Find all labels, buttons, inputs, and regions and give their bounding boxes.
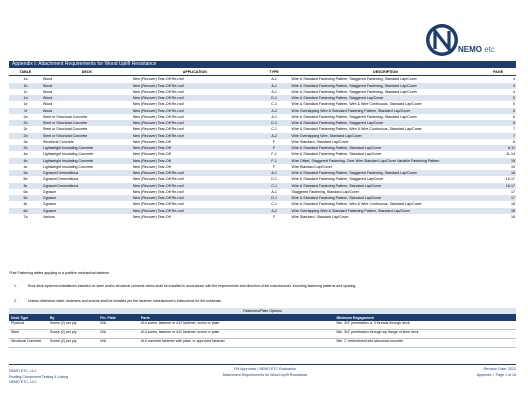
cell-type: C-1 [271, 127, 278, 132]
cell-application: New (Recover) Tear-Off Re-roof [132, 170, 258, 176]
cell-type: C-1 [258, 183, 291, 189]
cell-deck: Structural Concrete [42, 139, 74, 144]
cell-page: 16 [480, 170, 516, 176]
cell-description: Wire & Standard Fastening Pattern, Staggered Fastening, Standard Lap/Cover [291, 77, 417, 82]
cell-table: 1d [9, 95, 42, 101]
cell-table: 3b [9, 145, 42, 151]
table-header-row [9, 69, 516, 76]
footer-left-line: Roofing Component Testing & Listing [9, 374, 69, 379]
cell-type: A-1 [271, 77, 277, 82]
cell-application: New (Recover) Tear-Off Re-roof [132, 114, 184, 119]
fastener-row [9, 330, 516, 339]
cell-description: Wire & Standard Fastening Pattern, Standard Lap/Cover [291, 152, 382, 157]
cell-application: New (Recover) Tear-Off Re-roof [132, 189, 184, 194]
fastener-row [9, 339, 516, 348]
fastener-header-row [9, 314, 516, 321]
note-1 [14, 284, 514, 289]
cell-type: C-1 [271, 102, 278, 107]
note-2 [14, 299, 514, 304]
cell-deck: Steel or Structural Concrete [42, 114, 88, 119]
col-header-page: PAGE [480, 69, 516, 76]
cell-application: New (Recover) Tear-Off Re-roof [132, 183, 258, 189]
footer-center-line: Attachment Requirements for Wood Uplift Resistance [222, 372, 308, 377]
cell-page: 5 [480, 95, 516, 101]
cell-table: 5b [23, 177, 28, 182]
company-logo [420, 22, 520, 62]
cell-deck: Gypsum/Cementitious [42, 170, 132, 176]
cell-deck: Wood [42, 77, 53, 82]
cell-application: New (Recover) Tear-Off Re-roof [132, 95, 258, 101]
cell-table: 1a [23, 77, 28, 82]
cell-page: 17 [480, 195, 516, 201]
fast-col-by: By [48, 314, 98, 321]
fast-cell-parts: #14 concrete fastener with plate, or approved fastener [139, 339, 335, 348]
cell-description: Wire & Standard Fastening Pattern, Standard Lap/Cover [291, 183, 481, 189]
cell-table: 6c [23, 202, 28, 207]
note-text: Roof deck systems installations installed on steel and/or structural concrete decks shall be installed in accordance with the requirements and direction of the manufacturer, including fastening patterns and spacing. [28, 284, 357, 288]
cell-page: 4 [513, 89, 515, 94]
cell-deck: Wood [42, 108, 132, 114]
cell-page: 4 [513, 77, 515, 82]
page-title: Appendix I: Attachment Requirements for Wood Uplift Resistance [9, 61, 516, 68]
table-footnote: *See Fastening tables applying to a positive mechanical fastener [9, 271, 110, 275]
cell-description: Wire & Standard Fastening Pattern, Staggered Lap/Cover [291, 120, 481, 126]
attachment-requirements-table [9, 69, 516, 220]
cell-application: New (Recover) Tear-Off Re-roof [132, 208, 258, 214]
fast-cell-engagement: Min. 1" embedment into structural concrete [334, 339, 516, 348]
note-number: 2. [14, 299, 17, 303]
fast-col-plate: Fin. Plate [98, 314, 139, 321]
cell-type: A-1 [258, 170, 291, 176]
footer-divider [9, 364, 516, 365]
fast-cell-deck: Steel [9, 330, 48, 339]
note-number: 1. [14, 284, 17, 288]
cell-page: 7 [513, 127, 515, 132]
cell-page: 15 [511, 164, 515, 169]
footer-left-line: NEMO ETC, LLC [9, 369, 37, 373]
table-row [9, 214, 516, 220]
footer-center [160, 367, 370, 378]
cell-application: New (Recover) Tear-Off Re-roof [132, 177, 184, 182]
col-header-description: DESCRIPTION [291, 69, 481, 76]
cell-page: 8 [513, 139, 515, 144]
cell-application: New (Recover) Tear-Off Re-roof [132, 120, 258, 126]
cell-table: 6b [9, 195, 42, 201]
cell-table: 5a [9, 170, 42, 176]
cell-table: 4b [9, 158, 42, 164]
cell-table: 1f [9, 108, 42, 114]
cell-table: 1c [23, 89, 28, 94]
cell-page: 5 [513, 102, 515, 107]
fast-cell-deck: Structural Concrete [9, 339, 48, 348]
cell-description: Wire Overlapping Wire & Standard Fastening Pattern, Standard Lap/Cover [291, 108, 481, 114]
cell-application: New (Recover) Tear-Off Re-roof [132, 83, 258, 89]
cell-page: 7 [480, 133, 516, 139]
cell-application: New (Recover) Tear-Off Re-roof [132, 195, 258, 201]
cell-application: New (Recover) Tear-Off Re-roof [132, 89, 184, 94]
fast-cell-deck: Plywood [9, 321, 48, 330]
footer-left [9, 369, 68, 386]
cell-type: A-1 [258, 83, 291, 89]
fast-cell-plate: N/A [98, 330, 139, 339]
cell-type: D-1 [271, 177, 278, 182]
fast-cell-engagement: Min. 3/4" penetration through top flange of steel deck [334, 330, 516, 339]
cell-page: 4 [480, 83, 516, 89]
cell-description: Wire Overlapping Wire, Standard Lap/Cover [291, 133, 481, 139]
cell-deck: Lightweight Insulating Concrete [42, 145, 132, 151]
cell-table: 2d [9, 133, 42, 139]
cell-table: 1e [23, 102, 28, 107]
cell-application: New (Recover) Tear-Off Re-roof [132, 77, 184, 82]
cell-type: F [273, 164, 276, 169]
cell-deck: Various [42, 214, 55, 219]
cell-application: New (Recover) Tear-Off [132, 139, 171, 144]
cell-deck: Lightweight Insulating Concrete [42, 152, 94, 157]
note-text: Unless otherwise noted, fasteners and screws shall be installed per the fastener manufacturer's instructions for the substrate. [28, 299, 222, 303]
fast-cell-by: Screw (2) per ply [48, 339, 98, 348]
col-header-application: APPLICATION [132, 69, 258, 76]
cell-deck: Gypsum/Cementitious [42, 177, 79, 182]
cell-description: Wire & Standard Fastening Pattern, Staggered Fastening, Standard Lap/Cover [291, 170, 481, 176]
cell-description: Wire Standard, Standard Lap/Cover [291, 139, 349, 144]
fast-col-parts: Parts [139, 314, 335, 321]
cell-type: D-1 [258, 195, 291, 201]
fast-col-engagement: Minimum Engagement [334, 314, 516, 321]
cell-page: 18 [511, 202, 515, 207]
cell-table: 4c [23, 164, 28, 169]
cell-description: Wire & Standard Fastening Pattern, Wire & Wire Continuous, Standard Lap/Cover [291, 202, 422, 207]
fast-cell-plate: N/A [98, 321, 139, 330]
cell-type: A-1 [271, 189, 277, 194]
cell-type: A-2 [258, 108, 291, 114]
logo-wordmark: NEMO etc [458, 45, 495, 54]
cell-description: Wire & Standard Fastening Pattern, Staggered Fastening, Standard Lap/Cover [291, 114, 417, 119]
cell-table: 4a [23, 152, 28, 157]
cell-type: D-1 [258, 95, 291, 101]
cell-application: New (Recover) Tear-Off [132, 164, 171, 169]
cell-type: D-1 [258, 120, 291, 126]
fast-cell-parts: #14 screw, fastener or #12 fastener, screw or plate [139, 330, 335, 339]
cell-description: Wire Standard Lap/Cover [291, 164, 333, 169]
cell-page: 17 [511, 189, 515, 194]
cell-type: F [258, 145, 291, 151]
cell-deck: Gypsum [42, 195, 132, 201]
fastener-options-table [9, 314, 516, 348]
footer-left-line: NEMO ETC, LLC [9, 380, 37, 384]
footer-right-line: Appendix I, Page 1 of 18 [476, 372, 516, 377]
cell-type: C-1 [271, 202, 278, 207]
cell-application: New (Recover) Tear-Off [132, 152, 171, 157]
cell-page: 15 [480, 158, 516, 164]
cell-type: A-2 [258, 133, 291, 139]
cell-table: 7a [23, 214, 28, 219]
cell-deck: Wood [42, 89, 53, 94]
cell-page: 18 [480, 208, 516, 214]
cell-description: Wire & Standard Fastening Pattern, Standard Lap/Cover [291, 195, 481, 201]
cell-description: Wire Overlapping Wire & Standard Fastening Pattern, Standard Lap/Cover [291, 208, 481, 214]
fast-cell-parts: #14 screw, fastener or #12 fastener, screw or plate [139, 321, 335, 330]
cell-type: F-1 [271, 152, 277, 157]
cell-application: New (Recover) Tear-Off Re-roof [132, 127, 184, 132]
cell-application: New (Recover) Tear-Off [132, 145, 258, 151]
cell-deck: Steel or Structural Concrete [42, 133, 132, 139]
cell-deck: Wood [42, 95, 132, 101]
cell-table: 2a [23, 114, 28, 119]
cell-type: F [273, 214, 276, 219]
cell-deck: Steel or Structural Concrete [42, 120, 132, 126]
cell-deck: Gypsum/Cementitious [42, 183, 132, 189]
cell-table: 2c [23, 127, 28, 132]
cell-page: 18 [511, 214, 515, 219]
cell-deck: Gypsum [42, 202, 57, 207]
cell-application: New (Recover) Tear-Off Re-roof [132, 202, 184, 207]
fast-cell-plate: N/A [98, 339, 139, 348]
col-header-type: TYPE [258, 69, 291, 76]
cell-description: Wire & Standard Fastening Pattern, Staggered Fastening, Standard Lap/Cover [291, 83, 481, 89]
cell-page: 8-11 [480, 145, 516, 151]
cell-type: F-1 [258, 158, 291, 164]
cell-description: Wire Standard, Standard Lap/Cover [291, 214, 349, 219]
cell-description: Wire & Standard Fastening Pattern, Staggered Lap/Cover [291, 95, 481, 101]
cell-table: 6d [9, 208, 42, 214]
cell-page: 16-17 [505, 177, 515, 182]
cell-table: 5c [9, 183, 42, 189]
fast-cell-by: Screw (2) per ply [48, 321, 98, 330]
cell-deck: Gypsum [42, 189, 57, 194]
cell-type: A-1 [271, 89, 277, 94]
fast-col-deck: Deck Type [9, 314, 48, 321]
footer-center-line: FM Approvals / NEMO ETC Evaluation [234, 367, 296, 371]
fastener-row [9, 321, 516, 330]
cell-type: A-2 [258, 208, 291, 214]
fastener-table-body [9, 321, 516, 348]
footer-right-line: Revision Date: 2022 [483, 367, 516, 371]
footer-right [477, 367, 516, 378]
cell-page: 5 [480, 108, 516, 114]
cell-deck: Lightweight Insulating Concrete [42, 158, 132, 164]
cell-application: New (Recover) Tear-Off Re-roof [132, 108, 258, 114]
cell-application: New (Recover) Tear-Off Re-roof [132, 133, 258, 139]
cell-deck: Steel or Structural Concrete [42, 127, 88, 132]
fast-cell-engagement: Min. 3/4" penetration or 3 threads through deck [334, 321, 516, 330]
cell-deck: Gypsum [42, 208, 132, 214]
cell-description: Wire Offset, Staggered Fastening, Over Wire Standard Lap/Cover Variable Fastening Pattern [291, 158, 481, 164]
cell-application: New (Recover) Tear-Off [132, 158, 258, 164]
cell-table: 1b [9, 83, 42, 89]
col-header-deck: DECK [42, 69, 132, 76]
cell-type: F [273, 139, 276, 144]
cell-description: Wire & Standard Fastening Pattern, Staggered Fastening, Standard Lap/Cover [291, 89, 417, 94]
cell-type: A-1 [271, 114, 277, 119]
cell-description: Wire & Standard Fastening Pattern, Wire & Wire Continuous, Standard Lap/Cover [291, 102, 422, 107]
cell-description: Staggered Fastening, Standard Lap/Cover [291, 189, 360, 194]
fastener-caption: Fasteners/Plate Options [9, 308, 516, 314]
cell-description: Wire & Standard Fastening Pattern, Staggered Lap/Cover [291, 177, 384, 182]
cell-page: 11-14 [506, 152, 515, 157]
cell-description: Wire & Standard Fastening Pattern, Wire & Wire Continuous, Standard Lap/Cover [291, 127, 422, 132]
cell-table: 6a [23, 189, 28, 194]
cell-page: 16-17 [480, 183, 516, 189]
table-body [9, 76, 516, 220]
cell-page: 6 [480, 120, 516, 126]
table-row [9, 76, 516, 83]
cell-deck: Lightweight Insulating Concrete [42, 164, 94, 169]
cell-deck: Wood [42, 83, 132, 89]
cell-page: 6 [513, 114, 515, 119]
cell-table: 3a [23, 139, 28, 144]
cell-table: 2b [9, 120, 42, 126]
cell-application: New (Recover) Tear-Off [132, 214, 171, 219]
cell-application: New (Recover) Tear-Off Re-roof [132, 102, 184, 107]
cell-deck: Wood [42, 102, 53, 107]
fast-cell-by: Screw (2) per ply [48, 330, 98, 339]
col-header-table: TABLE [9, 69, 42, 76]
cell-description: Wire & Standard Fastening Pattern, Standard Lap/Cover [291, 145, 481, 151]
